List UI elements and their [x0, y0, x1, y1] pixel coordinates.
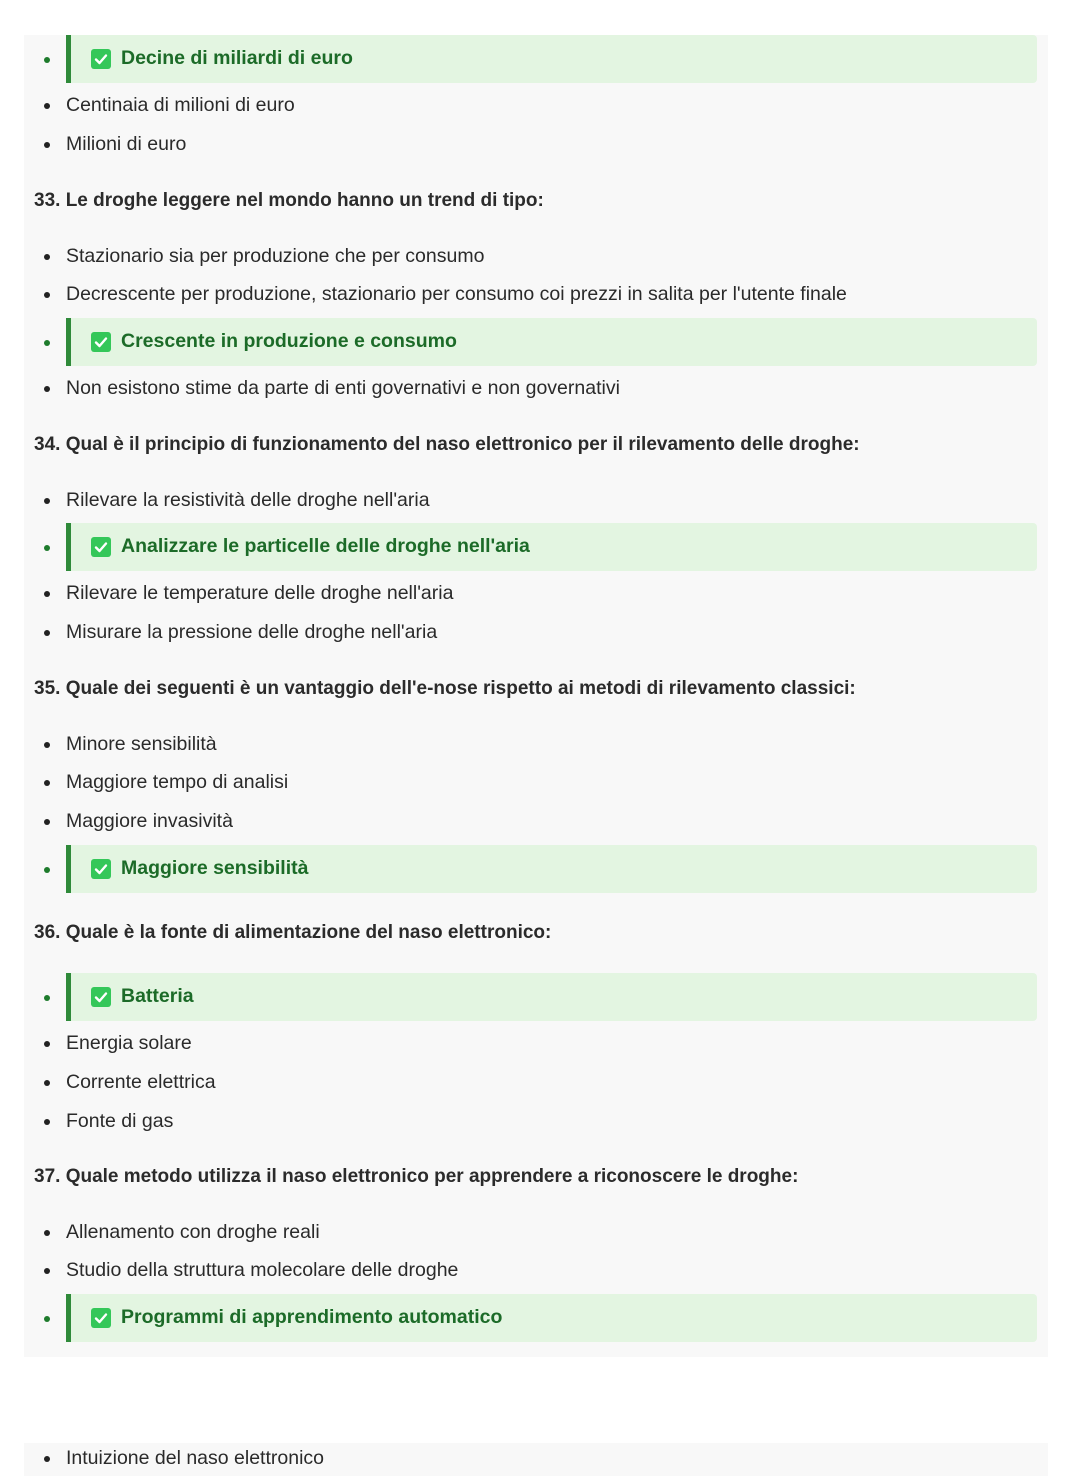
bullet-icon	[44, 103, 50, 109]
bullet-icon	[44, 1080, 50, 1086]
bullet-icon	[44, 57, 50, 63]
correct-answer-box	[66, 1294, 1037, 1342]
question-title: 33. Le droghe leggere nel mondo hanno un trend di tipo:	[34, 190, 544, 211]
option-label: Rilevare le temperature delle droghe nell'aria	[66, 582, 454, 604]
question-title: 37. Quale metodo utilizza il naso elettronico per apprendere a riconoscere le droghe:	[34, 1166, 799, 1187]
check-square-icon	[91, 332, 111, 352]
option-label: Energia solare	[66, 1032, 192, 1054]
bullet-icon	[44, 1268, 50, 1274]
bullet-icon	[44, 545, 50, 551]
option	[24, 129, 1048, 159]
option	[24, 1106, 1048, 1136]
option	[24, 373, 1048, 403]
option	[24, 485, 1048, 515]
option-label: Misurare la pressione delle droghe nell'aria	[66, 621, 438, 643]
option-label: Analizzare le particelle delle droghe nell'aria	[121, 535, 530, 557]
bullet-icon	[44, 867, 50, 873]
check-square-icon	[91, 49, 111, 69]
check-square-icon	[91, 987, 111, 1007]
correct-answer-box	[66, 973, 1037, 1021]
option-label: Batteria	[121, 985, 194, 1007]
bullet-icon	[44, 340, 50, 346]
option-label: Maggiore invasività	[66, 810, 233, 832]
correct-answer-box	[66, 318, 1037, 366]
question-title: 34. Qual è il principio di funzionamento del naso elettronico per il rilevamento delle droghe:	[34, 434, 860, 455]
check-square-icon	[91, 537, 111, 557]
bullet-icon	[44, 819, 50, 825]
correct-answer-box	[66, 523, 1037, 571]
option-label: Decine di miliardi di euro	[121, 47, 353, 69]
bullet-icon	[44, 1230, 50, 1236]
option-correct	[24, 523, 1048, 571]
option-label: Fonte di gas	[66, 1110, 174, 1132]
option	[24, 1028, 1048, 1058]
bullet-icon	[44, 386, 50, 392]
bullet-icon	[44, 1316, 50, 1322]
option-correct	[24, 35, 1048, 83]
bullet-icon	[44, 742, 50, 748]
option	[24, 578, 1048, 608]
option-label: Rilevare la resistività delle droghe nell'aria	[66, 489, 430, 511]
option	[24, 767, 1048, 797]
option	[24, 729, 1048, 759]
bullet-icon	[44, 630, 50, 636]
option-label: Programmi di apprendimento automatico	[121, 1306, 503, 1328]
bullet-icon	[44, 1041, 50, 1047]
option-correct	[24, 1294, 1048, 1342]
correct-answer-box	[66, 35, 1037, 83]
option	[24, 241, 1048, 271]
option-label: Crescente in produzione e consumo	[121, 330, 457, 352]
option-label: Intuizione del naso elettronico	[66, 1447, 325, 1469]
option-label: Decrescente per produzione, stazionario per consumo coi prezzi in salita per l'utente finale	[66, 283, 847, 305]
option-label: Non esistono stime da parte di enti governativi e non governativi	[66, 377, 620, 399]
option	[24, 279, 1048, 309]
quiz-panel-continued	[24, 1443, 1048, 1476]
option-correct	[24, 973, 1048, 1021]
bullet-icon	[44, 142, 50, 148]
correct-answer-box	[66, 845, 1037, 893]
option-label: Studio della struttura molecolare delle droghe	[66, 1259, 459, 1281]
bullet-icon	[44, 591, 50, 597]
bullet-icon	[44, 780, 50, 786]
question-title: 36. Quale è la fonte di alimentazione del naso elettronico:	[34, 922, 552, 943]
quiz-panel	[24, 35, 1048, 1357]
option-correct	[24, 318, 1048, 366]
check-square-icon	[91, 859, 111, 879]
option-label: Minore sensibilità	[66, 733, 217, 755]
option	[24, 1217, 1048, 1247]
question-title: 35. Quale dei seguenti è un vantaggio dell'e-nose rispetto ai metodi di rilevamento classici:	[34, 678, 856, 699]
bullet-icon	[44, 292, 50, 298]
option-label: Maggiore tempo di analisi	[66, 771, 289, 793]
option	[24, 1443, 1048, 1473]
check-square-icon	[91, 1308, 111, 1328]
option	[24, 806, 1048, 836]
option-label: Allenamento con droghe reali	[66, 1221, 320, 1243]
option-label: Corrente elettrica	[66, 1071, 216, 1093]
option	[24, 1067, 1048, 1097]
option-label: Milioni di euro	[66, 133, 187, 155]
bullet-icon	[44, 995, 50, 1001]
option	[24, 1255, 1048, 1285]
option	[24, 617, 1048, 647]
option-label: Centinaia di milioni di euro	[66, 94, 295, 116]
option	[24, 90, 1048, 120]
bullet-icon	[44, 498, 50, 504]
bullet-icon	[44, 1119, 50, 1125]
bullet-icon	[44, 1456, 50, 1462]
bullet-icon	[44, 254, 50, 260]
option-label: Stazionario sia per produzione che per consumo	[66, 245, 485, 267]
option-correct	[24, 845, 1048, 893]
option-label: Maggiore sensibilità	[121, 857, 309, 879]
